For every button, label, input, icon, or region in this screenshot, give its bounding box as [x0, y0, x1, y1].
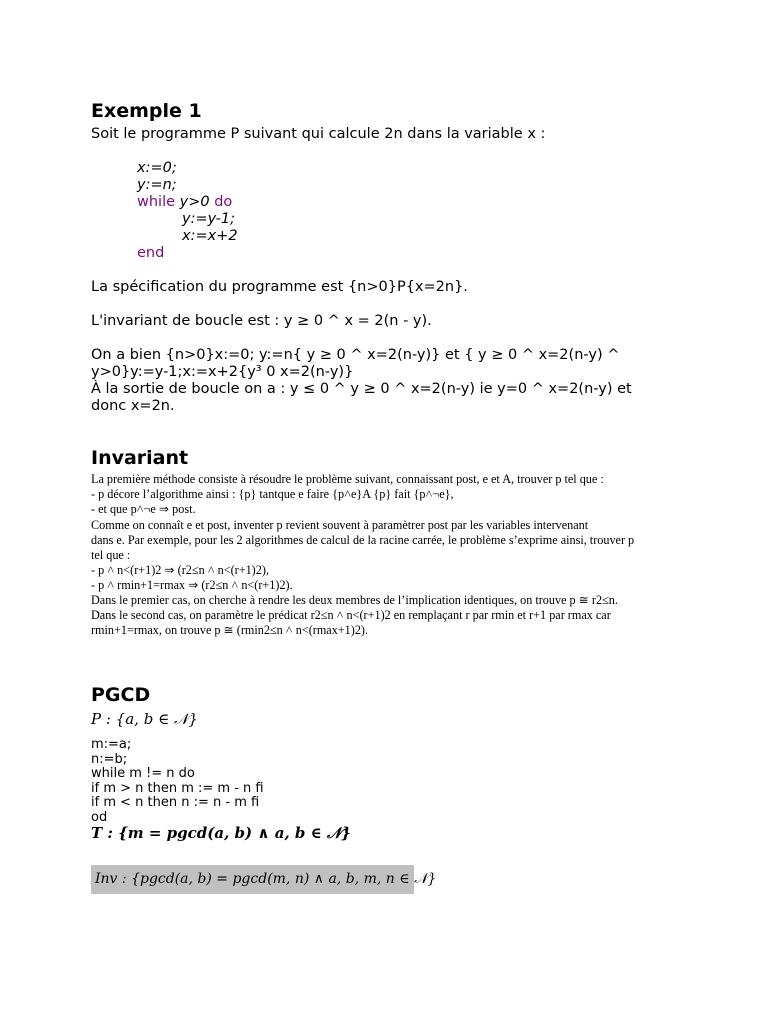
invariant-line-6: tel que : — [91, 548, 131, 562]
proof-line-3: À la sortie de boucle on a : y ≤ 0 ^ y ≥ 0 ^ x=2(n-y) ie y=0 ^ x=2(n-y) et — [91, 381, 632, 397]
invariant-line-11: rmin+1=rmax, on trouve p ≅ (rmin2≤n ˄ n<(rmax+1)2). — [91, 623, 369, 637]
proof-line-2: y>0}y:=y-1;x:=x+2{y³ 0 x=2(n-y)} — [91, 364, 354, 380]
invariant-line-1: La première méthode consiste à résoudre le problème suivant, connaissant post, e et A, trouver p tel que : — [91, 472, 604, 486]
while-condition: y>0 — [175, 194, 215, 210]
while-keyword: while — [137, 194, 176, 210]
code-line-4: y:=y-1; — [182, 211, 236, 227]
invariant-line-8: - p ˄ rmin+1=rmax ⇒ (r2≤n ˄ n<(r+1)2). — [91, 578, 293, 592]
pgcd-code-line-4: if m > n then m := m - n fi — [91, 780, 264, 796]
invariant-line-10: Dans le second cas, on paramètre le prédicat r2≤n ˄ n<(r+1)2 en remplaçant r par rmin et r+1 par rmax car — [91, 608, 611, 622]
exemple-intro: Soit le programme P suivant qui calcule 2n dans la variable x : — [91, 126, 546, 142]
code-line-while — [137, 194, 232, 211]
heading-invariant: Invariant — [91, 447, 189, 469]
invariant-line: L'invariant de boucle est : y ≥ 0 ^ x = 2(n - y). — [91, 313, 432, 329]
invariant-line-9: Dans le premier cas, on cherche à rendre les deux membres de l’implication identiques, on trouve p ≅ r2≤n. — [91, 593, 618, 607]
pgcd-code-line-3: while m != n do — [91, 766, 195, 781]
invariant-line-2: - p décore l’algorithme ainsi : {p} tantque e faire {p˄e}A {p} fait {p˄¬e}, — [91, 487, 454, 501]
invariant-line-4: Comme on connaît e et post, inventer p revient souvent à paramètrer post par les variables intervenant — [91, 518, 589, 532]
invariant-line-5: dans e. Par exemple, pour les 2 algorithmes de calcul de la racine carrée, le problème s’exprime ainsi, trouver p — [91, 533, 635, 547]
code-line-5: x:=x+2 — [182, 228, 238, 244]
specification-line: La spécification du programme est {n>0}P{x=2n}. — [91, 279, 468, 295]
pgcd-code-line-1: m:=a; — [91, 737, 132, 752]
pgcd-precondition: P : {a, b ∈ 𝒩} — [91, 710, 198, 728]
invariant-box — [91, 865, 437, 894]
proof-line-4: donc x=2n. — [91, 398, 175, 414]
end-keyword: end — [137, 245, 165, 261]
invariant-line-7: - p ˄ n<(r+1)2 ⇒ (r2≤n ˄ n<(r+1)2), — [91, 563, 269, 577]
pgcd-code-line-5: if m < n then n := n - m fi — [91, 795, 260, 810]
pgcd-code-line-2: n:=b; — [91, 751, 128, 767]
pgcd-code-line-6: od — [91, 809, 108, 825]
code-line-2: y:=n; — [137, 177, 177, 193]
do-keyword: do — [214, 194, 233, 210]
code-line-1: x:=0; — [137, 160, 177, 176]
proof-line-1: On a bien {n>0}x:=0; y:=n{ y ≥ 0 ^ x=2(n-y)} et { y ≥ 0 ^ x=2(n-y) ^ — [91, 347, 620, 363]
heading-pgcd: PGCD — [91, 684, 151, 706]
invariant-line-3: - et que p˄¬e ⇒ post. — [91, 502, 196, 516]
pgcd-postcondition: T : {m = pgcd(a, b) ∧ a, b ∈ 𝒩} — [91, 824, 351, 842]
heading-exemple-1: Exemple 1 — [91, 100, 202, 122]
pgcd-invariant: Inv : {pgcd(a, b) = pgcd(m, n) ∧ a, b, m, n ∈ 𝒩} — [95, 871, 437, 887]
